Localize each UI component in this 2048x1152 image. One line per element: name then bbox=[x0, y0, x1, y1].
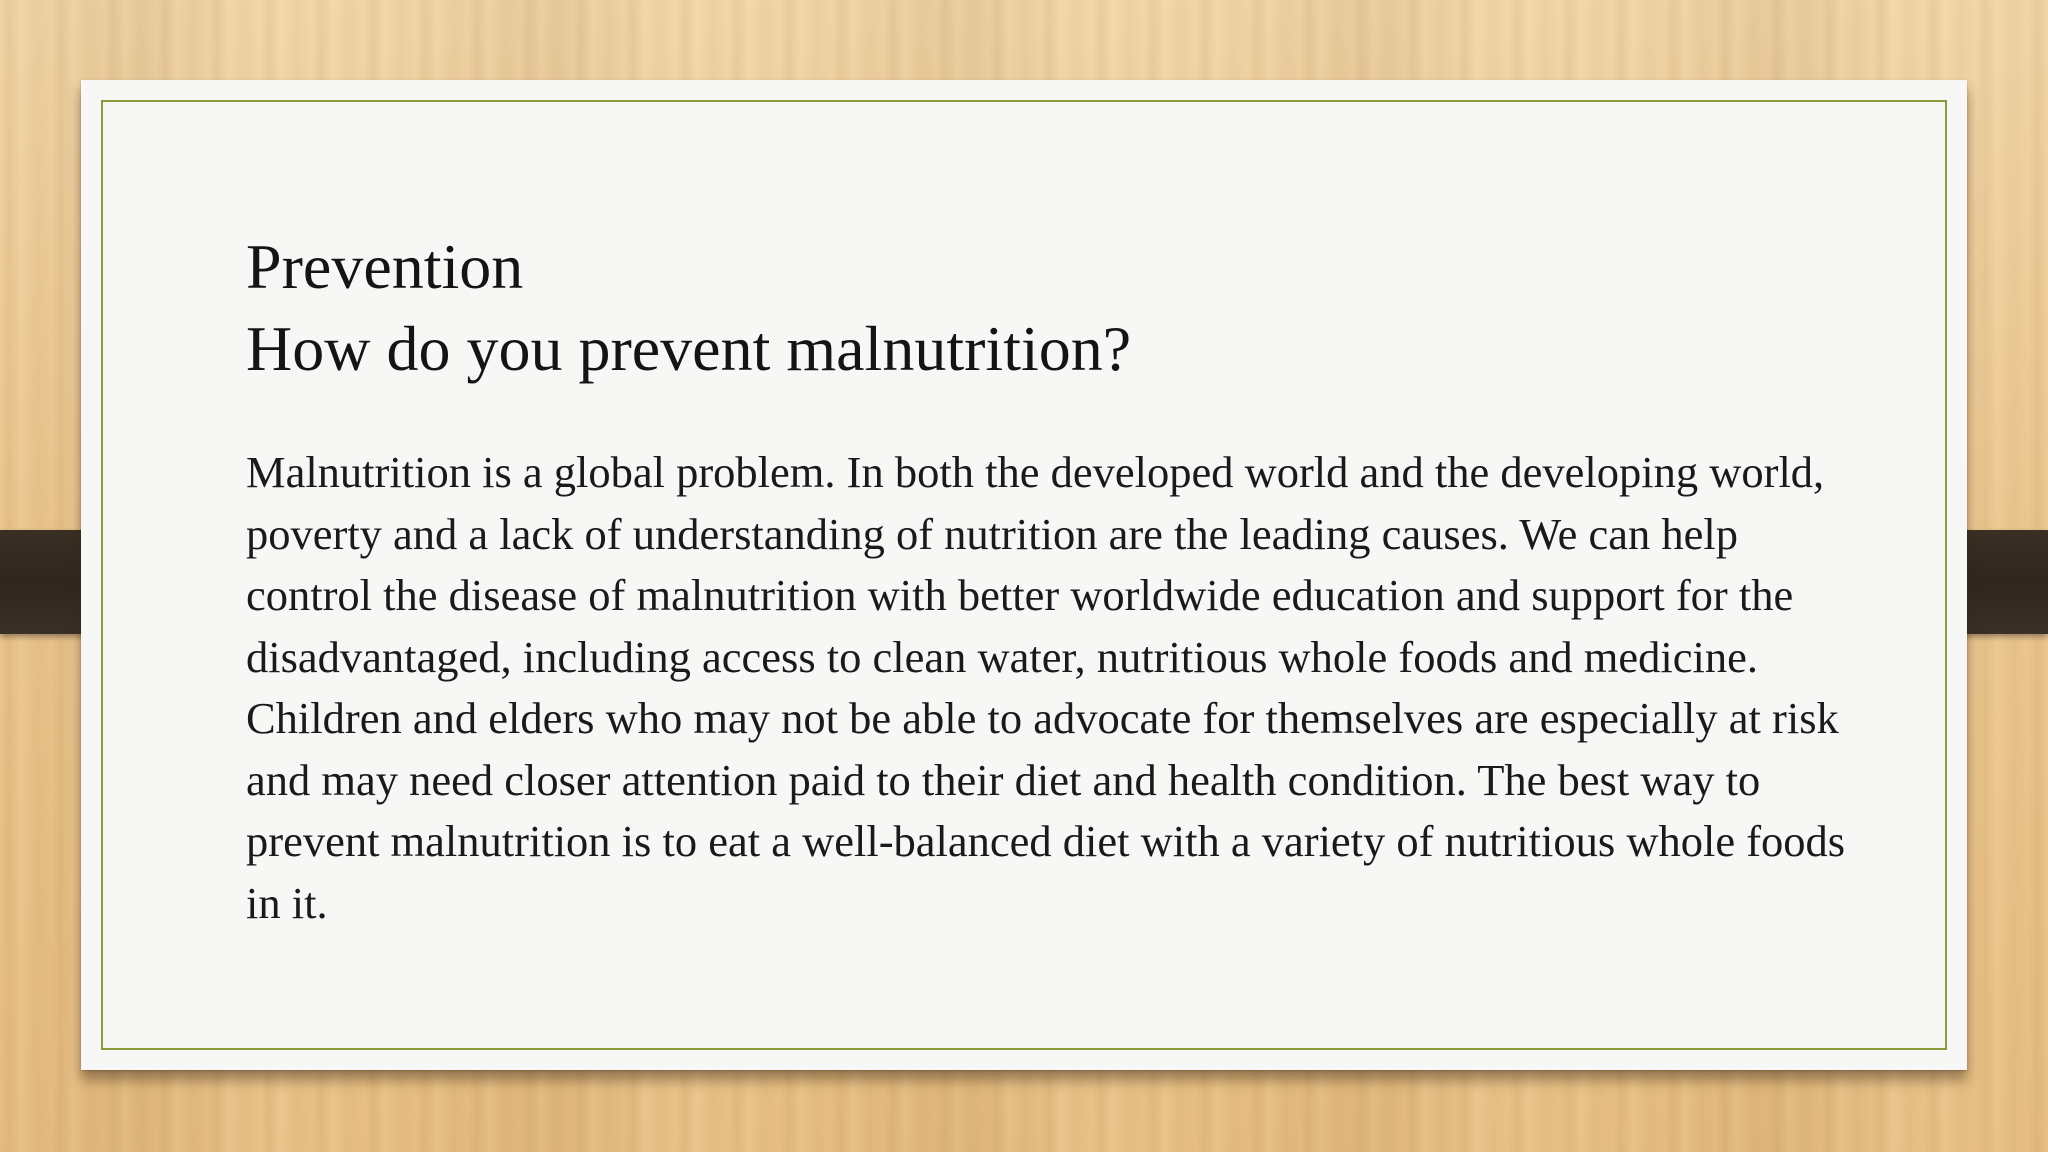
slide-title-block bbox=[246, 226, 1846, 390]
slide-title: Prevention bbox=[246, 231, 524, 302]
slide-subtitle: How do you prevent malnutrition? bbox=[246, 313, 1132, 384]
slide-body-text: Malnutrition is a global problem. In both the developed world and the developing world, poverty and a lack of understanding of nutrition are the leading causes. We can help control the disease of malnutrition with better worldwide education and support for the disadvantaged, including access to clean water, nutritious whole foods and medicine. Children and elders who may not be able to advocate for themselves are especially at risk and may need closer attention paid to their diet and health condition. The best way to prevent malnutrition is to eat a well-balanced diet with a variety of nutritious whole foods in it. bbox=[246, 447, 1846, 928]
slide-card bbox=[81, 80, 1967, 1070]
